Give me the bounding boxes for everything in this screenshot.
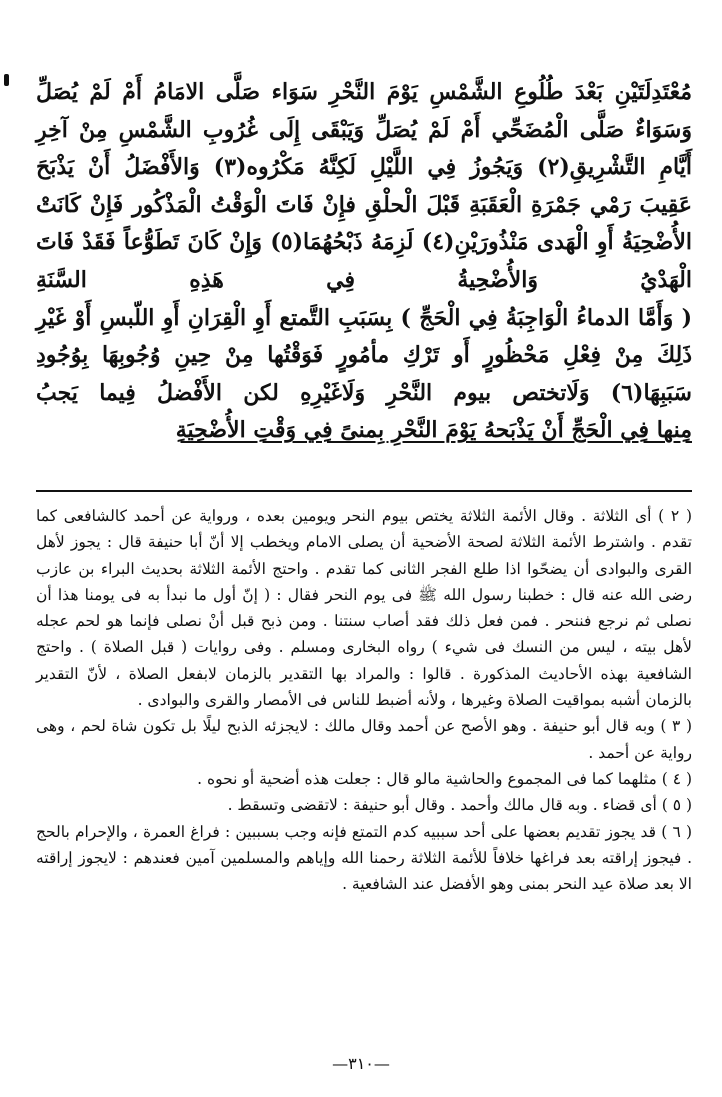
underlined-text: مِنها فِي الْحَجِّ أَنْ يَذْبَحهُ يَوْمَ النَّحْرِ بِمنىً فِي وَقْتِ الأُضْحِيَةِ	[175, 417, 692, 444]
main-paragraph-2: ( وَأَمَّا الدماءُ الْوَاجِبَةُ فِي الْحَجِّ ) بِسَبَبِ التَّمتع أَوِ الْقِرَانِ أَوِ اللّبسِ أَوْ غَيْرِ ذَلِكَ مِنْ فِعْلِ مَحْظُورٍ أَو تَرْكِ مأمُورٍ فَوَقْتُها مِنْ حِينِ وُجُوبِهَا بِوُجُودِ سَبَبِهَا(٦) وَلَاتختص بيوم النَّحْرِ وَلَاغَيْرِهِ لكن الأَفْضلُ فِيما يَجبُ	[36, 304, 692, 406]
footnote-2: ( ٢ ) أى الثلاثة . وقال الأئمة الثلاثة يختص بيوم النحر ويومين بعده ، ورواية عن أحمد كالشافعى كما تقدم . واشترط الأئمة الثلاثة لصحة الأضحية أن يصلى الامام ويخطب إلا أنّ أبا حنيفة قال : يجوز لأهل القرى والبوادى أن يضحّوا اذا طلع الفجر الثانى كما تقدم . واحتج الأئمة الثلاثة بحديث البراء بن عازب رضى الله عنه قال : خطبنا رسول الله ﷺ فى يوم النحر فقال : ( إنّ أول ما نبدأ به فى يومنا هذا أن نصلى ثم نرجع فننحر . فمن فعل ذلك فقد أصاب سنتنا . ومن ذبح قبل أنْ نصلى فإنما هو لحم عجله لأهل بيته ، ليس من النسك فى شيء ) رواه البخارى ومسلم . وفى روايات ( قبل الصلاة ) . واحتج الشافعية بهذه الأحاديث المذكورة . قالوا : والمراد بها التقدير بالزمان لابفعل الصلاة ، لأنّ التقدير بالزمان أشبه بمواقيت الصلاة وغيرها ، ولأنه أضبط للناس فى الأمصار والقرى والبوادى .	[36, 507, 692, 710]
footnote-6: ( ٦ ) قد يجوز تقديم بعضها على أحد سببيه كدم التمتع فإنه وجب بسببين : فراغ العمرة ، والإحرام بالحج . فيجوز إراقته بعد فراغها خلافاً للأئمة الثلاثة رحمنا الله وإياهم والمسلمين آمين فعندهم : لايجوز إراقته الا بعد صلاة عيد النحر بمنى وهو الأفضل عند الشافعية .	[36, 822, 692, 894]
main-text	[36, 74, 692, 450]
main-paragraph-1: مُعْتَدِلَتَيْنِ بَعْدَ طُلُوعِ الشَّمْسِ يَوْمَ النَّحْرِ سَوَاء صَلَّى الامَامُ أَمْ لَمْ يُصَلِّ وَسَوَاءٌ صَلَّى الْمُضَحِّي أَمْ لَمْ يُصَلِّ وَيَبْقَى إِلَى غُرُوبِ الشَّمْسِ مِنْ آخِرِ أَيَّامِ التَّشْرِيقِ(٢) وَيَجُوزُ فِي اللَّيْلِ لَكِنَّهُ مَكْرُوه(٣) وَالأَفْضَلُ أَنْ يَذْبَحَ عَقِيبَ رَمْي جَمْرَةِ الْعَقَبَةِ قَبْلَ الْحلْقِ فإِنْ فَاتَ الْوَقْتُ الْمَذْكُور فَإِنْ كَانَتْ الأُضْحِيَةُ أَوِ الْهَدى مَنْذُورَيْنِ(٤) لَزِمَهُ ذَبْحُهُمَا(٥) وَإِنْ كَانَ تَطَوُّعاً فَقَدْ فَاتَ الْهَدْيُ وَالأُضْحِيةُ فِي هَذِهِ السَّنَةِ	[36, 79, 692, 293]
page-number: —٣١٠—	[332, 1054, 390, 1073]
footnote-4: ( ٤ ) مثلهما كما فى المجموع والحاشية مالو قال : جعلت هذه أضحية أو نحوه .	[197, 769, 692, 788]
main-text-block	[36, 74, 692, 450]
main-paragraph-2-last-line	[36, 412, 692, 450]
separator-rule	[36, 490, 692, 492]
footnote-5: ( ٥ ) أى قضاء . وبه قال مالك وأحمد . وقال أبو حنيفة : لاتقضى وتسقط .	[227, 796, 692, 815]
footnote-3: ( ٣ ) وبه قال أبو حنيفة . وهو الأصح عن أحمد وقال مالك : لايجزئه الذبح ليلًا بل تكون شاة لحم ، وهى رواية عن أحمد .	[36, 717, 692, 762]
footnotes	[36, 503, 692, 897]
margin-mark	[4, 74, 9, 86]
